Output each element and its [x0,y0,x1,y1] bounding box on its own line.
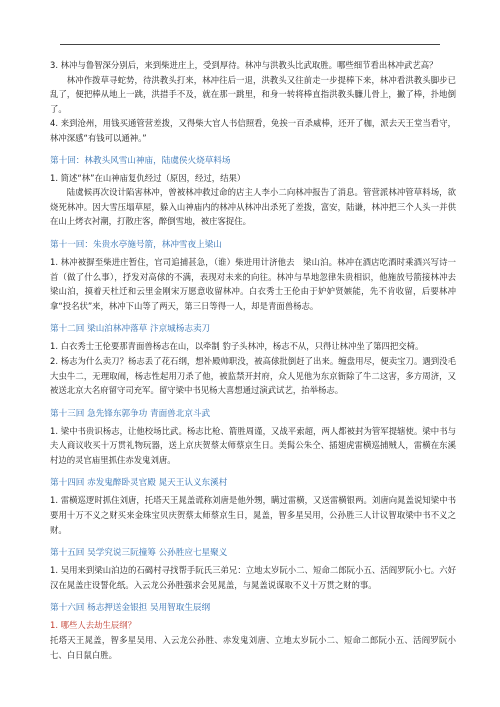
chapter-15-item-1: 1. 吴用来到梁山泊边的石碣村寻找帮手阮氏三弟兄：立地太岁阮小二、短命二郎阮小五、活阎罗阮小七。六好汉在晁盖庄设誓化纸。入云龙公孙胜强求会见晁盖，与晁盖说谋取不义十万贯之财的事。 [50,565,456,590]
chapter-13-item-1: 1. 梁中书贵识杨志，让他校场比武。杨志比枪、箭胜周谨，又战平索超，两人都被封为管军提辖使。梁中书与夫人商议收买十万贯礼物玩器，送上京庆贺蔡太师蔡京生日。美髯公朱仝、插翅虎雷横巡捕贼人，雷横在东溪村边的灵官庙里抓住赤发鬼刘唐。 [50,425,456,465]
question-3: 3. 林冲与鲁智深分别后，来到柴进庄上，受到厚待。林冲与洪教头比武取胜。哪些细节看出林冲武艺高？ [50,60,438,70]
chapter-12-heading: 第十二回 梁山泊林冲落草 汴京城杨志卖刀 [50,324,211,335]
chapter-12-item-1: 1. 白衣秀士王伦要那青面兽杨志在山，以牵制 豹子头林冲，杨志不从，只得让林冲坐了第四把交椅。 [50,341,424,352]
chapter-16-answer-1: 托塔天王晁盖，智多星吴用、入云龙公孙胜、赤发鬼刘唐、立地太岁阮小二、短命二郎阮小五、活阎罗阮小七、白日鼠白胜。 [50,635,456,660]
chapter-11-heading: 第十一回：朱贵水亭施号箭，林冲雪夜上梁山 [50,239,222,250]
chapter-13-heading: 第十三回 急先锋东郭争功 青面兽北京斗武 [50,408,211,419]
chapter-11-item-1: 1. 林冲被摒至柴进庄暂住，官司追捕甚急，（谁）柴进用计济他去 梁山泊。林冲在酒店吃酒时乘酒兴写诗一首（做了什么事），抒发对高俅的不满，表现对未来的向往。林冲与旱地忽律朱贵相识，他施放号箭接林冲去梁山泊，摸着天杜迁和云里金刚宋万愿意收留林冲。白衣秀士王伦由于妒妒贤嫉能，先不肯收留，后要林冲拿“投名状”来，林冲下山等了两天，第三日等得一人，却是青面兽杨志。 [50,256,456,311]
chapter-14-heading: 第十四回 赤发鬼醉卧灵官殿 晁天王认义东溪村 [50,478,228,489]
chapter-10-answer-1: 陆虞候再次设计陷害林冲，曾被林冲救过命的店主人李小二向林冲报告了消息。管营派林冲管草料场，欲烧死林冲。因大雪压塌草屋，躲入山神庙内的林冲从林冲出杀死了差拨，富安，陆谦，林冲把三个人头一并供在山上烤衣衬潮，打散庄客，醉倒雪地，被庄客捉住。 [50,187,456,227]
chapter-10-heading: 第十回：林教头风雪山神庙，陆虞侯火烧草料场 [50,155,231,166]
document-body [50,58,456,662]
chapter-14-item-1: 1. 雷横巡逻时抓住刘唐，托塔天王晁盖谎称刘唐是他外甥，瞒过雷横，又送雷横银两。刘唐向晁盖说知梁中书要用十万不义之财买来金珠宝贝庆贺蔡太师蔡京生日，晁盖，智多星吴用，公孙胜三人计议智取梁中书不义之财。 [50,495,456,535]
chapter-10-question-1: 1. 简述“林”在山神庙复仇经过（原因，经过，结果） [50,172,246,183]
answer-3: 林冲作拨草寻蛇势，待洪教头打来，林冲往后一退，洪教头又往前走一步提棒下来，林冲看洪教头脚步已乱了，便把棒从地上一跳，洪措手不及，就在那一跳里，和身一转将棒直指洪教头臁儿骨上，撇了棒，扑地倒了。 [50,74,456,114]
chapter-15-heading: 第十五回 吴学究说三阮撞筹 公孙胜应七星聚义 [50,548,228,559]
question-4: 4. 来到沧州，用钱买通管营差拨，又得柴大官人书信照看，免挨一百杀威棒，还开了枷，派去天王堂当看守，林冲深感“有钱可以通神。” [50,118,456,143]
header-rule [60,44,440,45]
chapter-12-item-2: 2. 杨志为什么卖刀？杨志丢了花石纲，想补殿帅职没，被高俅批倒赶了出来。缠盘用尽，便卖宝刀。遇到没毛大虫牛二，无理取闹，杨志性起用刀杀了他，被监禁开封府，众人见他为东京衙除了牛二这害，多方周济，又被送北京大名府留守司充军。留守梁中书见杨大喜想通过演武试艺，抬举杨志。 [50,355,456,396]
chapter-16-heading: 第十六回 杨志押送金银担 吴用智取生辰纲 [50,603,211,614]
chapter-16-question-1: 1. 哪些人去劫生辰纲？ [50,620,137,631]
